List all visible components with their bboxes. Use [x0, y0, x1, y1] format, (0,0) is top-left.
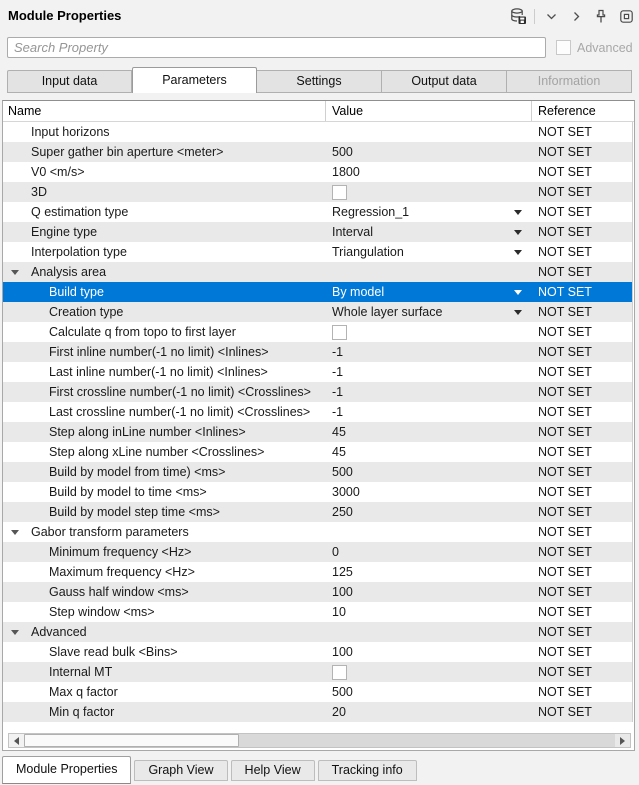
- scroll-right-arrow-icon: [620, 737, 625, 745]
- value-text: -1: [332, 385, 344, 399]
- value-dropdown-label: Whole layer surface: [332, 305, 443, 319]
- value-text: 100: [332, 585, 353, 599]
- titlebar-separator: [534, 9, 535, 24]
- row-reference-cell: NOT SET: [538, 625, 592, 639]
- value-text: 125: [332, 565, 353, 579]
- row-name-label: Q estimation type: [31, 205, 129, 219]
- row-name-cell: [3, 142, 325, 162]
- row-value-cell[interactable]: [325, 482, 531, 502]
- row-reference-cell: NOT SET: [538, 565, 592, 579]
- table-row-min-q-factor[interactable]: [3, 702, 632, 722]
- value-text: 1800: [332, 165, 360, 179]
- tab-parameters[interactable]: Parameters: [132, 67, 257, 93]
- table-row-q-estimation-type[interactable]: [3, 202, 632, 222]
- row-name-label: Last crossline number(-1 no limit) <Crosslines>: [49, 405, 311, 419]
- value-text: 20: [332, 705, 346, 719]
- bottom-tab-module-properties[interactable]: Module Properties: [2, 756, 131, 784]
- row-name-cell: [3, 302, 325, 322]
- row-reference-cell: NOT SET: [538, 305, 592, 319]
- table-row-maximum-frequency-hz[interactable]: [3, 562, 632, 582]
- value-text: 250: [332, 505, 353, 519]
- expand-collapse-icon[interactable]: [11, 530, 19, 535]
- row-name-label: V0 <m/s>: [31, 165, 85, 179]
- advanced-label: Advanced: [577, 40, 633, 55]
- value-text: -1: [332, 365, 344, 379]
- row-value-cell[interactable]: [325, 442, 531, 462]
- row-name-cell: [3, 322, 325, 342]
- row-name-label: Creation type: [49, 305, 124, 319]
- row-value-cell[interactable]: [325, 242, 531, 262]
- table-row-build-by-model-from-time-ms[interactable]: [3, 462, 632, 482]
- dropdown-arrow-icon[interactable]: [514, 310, 522, 315]
- row-reference-cell: NOT SET: [538, 145, 592, 159]
- row-name-cell: [3, 382, 325, 402]
- row-value-cell: [325, 262, 531, 282]
- table-row-step-window-ms[interactable]: [3, 602, 632, 622]
- row-name-label: Super gather bin aperture <meter>: [31, 145, 224, 159]
- row-name-cell: [3, 462, 325, 482]
- row-reference-cell: NOT SET: [538, 425, 592, 439]
- row-name-label: Gauss half window <ms>: [49, 585, 189, 599]
- table-row-input-horizons[interactable]: [3, 122, 632, 142]
- top-tab-strip: [7, 67, 632, 93]
- row-name-cell: [3, 582, 325, 602]
- property-table: [2, 100, 635, 751]
- expand-collapse-icon[interactable]: [11, 270, 19, 275]
- row-name-cell: [3, 442, 325, 462]
- dropdown-arrow-icon[interactable]: [514, 210, 522, 215]
- advanced-checkbox[interactable]: [556, 40, 571, 55]
- chevron-down-icon[interactable]: [542, 7, 560, 25]
- row-name-cell: [3, 682, 325, 702]
- row-name-cell: [3, 242, 325, 262]
- row-reference-cell: NOT SET: [538, 285, 592, 299]
- value-dropdown-label: Interval: [332, 225, 373, 239]
- row-name-cell: [3, 402, 325, 422]
- row-name-cell: [3, 702, 325, 722]
- value-text: 500: [332, 465, 353, 479]
- table-row-creation-type[interactable]: [3, 302, 632, 322]
- row-value-cell[interactable]: [325, 382, 531, 402]
- bottom-tab-graph-view[interactable]: Graph View: [134, 760, 227, 781]
- row-reference-cell: NOT SET: [538, 365, 592, 379]
- row-value-cell[interactable]: [325, 282, 531, 302]
- row-reference-cell: NOT SET: [538, 685, 592, 699]
- row-reference-cell: NOT SET: [538, 585, 592, 599]
- row-name-cell: [3, 162, 325, 182]
- row-value-cell[interactable]: [325, 362, 531, 382]
- table-row-slave-read-bulk-bins[interactable]: [3, 642, 632, 662]
- row-value-cell[interactable]: [325, 342, 531, 362]
- value-dropdown-label: Triangulation: [332, 245, 404, 259]
- row-name-label: Interpolation type: [31, 245, 127, 259]
- database-save-icon[interactable]: [509, 7, 527, 25]
- row-reference-cell: NOT SET: [538, 225, 592, 239]
- group-row-gabor-transform-parameters[interactable]: [3, 522, 632, 542]
- row-value-cell[interactable]: [325, 142, 531, 162]
- value-dropdown-label: Regression_1: [332, 205, 410, 219]
- row-name-cell: [3, 662, 325, 682]
- table-header-row: [3, 101, 634, 122]
- panel-titlebar: [0, 0, 639, 32]
- row-name-label: Maximum frequency <Hz>: [49, 565, 195, 579]
- horizontal-scrollbar[interactable]: [8, 733, 631, 748]
- row-name-label: Step along xLine number <Crosslines>: [49, 445, 265, 459]
- row-name-cell: [3, 282, 325, 302]
- row-value-cell[interactable]: [325, 582, 531, 602]
- row-name-label: Calculate q from topo to first layer: [49, 325, 236, 339]
- group-row-advanced[interactable]: [3, 622, 632, 642]
- group-row-analysis-area[interactable]: [3, 262, 632, 282]
- row-name-label: Build by model from time) <ms>: [49, 465, 226, 479]
- row-name-cell: [3, 602, 325, 622]
- float-window-icon[interactable]: [617, 7, 635, 25]
- table-row-last-inline-number-1-no-limit-inlines[interactable]: [3, 362, 632, 382]
- row-name-cell: [3, 422, 325, 442]
- row-reference-cell: NOT SET: [538, 485, 592, 499]
- scroll-left-button[interactable]: [9, 734, 24, 747]
- row-reference-cell: NOT SET: [538, 605, 592, 619]
- scroll-left-arrow-icon: [14, 737, 19, 745]
- table-row-calculate-q-from-topo-to-first-layer[interactable]: [3, 322, 632, 342]
- expand-right-icon[interactable]: [567, 7, 585, 25]
- table-row-step-along-inline-number-inlines[interactable]: [3, 422, 632, 442]
- bottom-tab-strip: [2, 756, 420, 784]
- bottom-tab-tracking-info[interactable]: Tracking info: [318, 760, 417, 781]
- row-name-label: Step along inLine number <Inlines>: [49, 425, 246, 439]
- row-reference-cell: NOT SET: [538, 205, 592, 219]
- row-reference-cell: NOT SET: [538, 705, 592, 719]
- search-input[interactable]: [7, 37, 546, 58]
- row-name-label: Build by model step time <ms>: [49, 505, 220, 519]
- table-row-gauss-half-window-ms[interactable]: [3, 582, 632, 602]
- table-row-3d[interactable]: [3, 182, 632, 202]
- row-name-cell: [3, 562, 325, 582]
- row-reference-cell: NOT SET: [538, 665, 592, 679]
- row-value-cell[interactable]: [325, 182, 531, 202]
- value-checkbox[interactable]: [332, 665, 347, 680]
- value-text: -1: [332, 405, 344, 419]
- table-row-last-crossline-number-1-no-limit-crosslines[interactable]: [3, 402, 632, 422]
- bottom-tab-help-view[interactable]: Help View: [231, 760, 315, 781]
- row-name-label: First crossline number(-1 no limit) <Crosslines>: [49, 385, 311, 399]
- row-name-label: Step window <ms>: [49, 605, 155, 619]
- row-name-label: Engine type: [31, 225, 98, 239]
- row-value-cell[interactable]: [325, 462, 531, 482]
- row-name-label: Build by model to time <ms>: [49, 485, 207, 499]
- row-reference-cell: NOT SET: [538, 325, 592, 339]
- row-name-label: Gabor transform parameters: [31, 525, 189, 539]
- row-name-cell: [3, 642, 325, 662]
- pin-icon[interactable]: [592, 7, 610, 25]
- table-row-v0-m-s[interactable]: [3, 162, 632, 182]
- tab-input-data[interactable]: Input data: [7, 70, 132, 93]
- row-reference-cell: NOT SET: [538, 505, 592, 519]
- row-reference-cell: NOT SET: [538, 265, 592, 279]
- row-name-label: Advanced: [31, 625, 87, 639]
- dropdown-arrow-icon[interactable]: [514, 250, 522, 255]
- row-reference-cell: NOT SET: [538, 125, 592, 139]
- row-reference-cell: NOT SET: [538, 525, 592, 539]
- value-text: 500: [332, 685, 353, 699]
- tab-output-data[interactable]: Output data: [382, 70, 507, 93]
- row-value-cell[interactable]: [325, 422, 531, 442]
- row-name-cell: [3, 362, 325, 382]
- column-header-reference[interactable]: Reference: [531, 101, 634, 121]
- value-checkbox[interactable]: [332, 325, 347, 340]
- row-reference-cell: NOT SET: [538, 545, 592, 559]
- column-header-name[interactable]: Name: [8, 104, 42, 118]
- column-header-value[interactable]: Value: [325, 101, 531, 121]
- value-text: 10: [332, 605, 346, 619]
- row-value-cell[interactable]: [325, 162, 531, 182]
- row-name-label: Input horizons: [31, 125, 110, 139]
- value-text: 500: [332, 145, 353, 159]
- advanced-checkbox-group[interactable]: [556, 40, 633, 55]
- panel-title: Module Properties: [8, 8, 122, 23]
- row-value-cell[interactable]: [325, 222, 531, 242]
- row-reference-cell: NOT SET: [538, 445, 592, 459]
- expand-collapse-icon[interactable]: [11, 630, 19, 635]
- value-text: 3000: [332, 485, 360, 499]
- table-row-max-q-factor[interactable]: [3, 682, 632, 702]
- row-value-cell: [325, 522, 531, 542]
- row-name-label: Build type: [49, 285, 104, 299]
- row-reference-cell: NOT SET: [538, 465, 592, 479]
- row-name-cell: [3, 202, 325, 222]
- row-name-cell: [3, 262, 325, 282]
- scrollbar-thumb[interactable]: [24, 734, 239, 747]
- scroll-right-button[interactable]: [615, 734, 630, 747]
- table-row-build-by-model-step-time-ms[interactable]: [3, 502, 632, 522]
- row-value-cell[interactable]: [325, 202, 531, 222]
- row-reference-cell: NOT SET: [538, 645, 592, 659]
- row-reference-cell: NOT SET: [538, 165, 592, 179]
- table-row-internal-mt[interactable]: [3, 662, 632, 682]
- row-name-cell: [3, 122, 325, 142]
- table-row-interpolation-type[interactable]: [3, 242, 632, 262]
- row-name-cell: [3, 342, 325, 362]
- row-reference-cell: NOT SET: [538, 405, 592, 419]
- value-checkbox[interactable]: [332, 185, 347, 200]
- row-name-label: Max q factor: [49, 685, 118, 699]
- row-value-cell[interactable]: [325, 702, 531, 722]
- row-value-cell[interactable]: [325, 402, 531, 422]
- row-name-label: Analysis area: [31, 265, 107, 279]
- table-row-super-gather-bin-aperture-meter[interactable]: [3, 142, 632, 162]
- table-row-step-along-xline-number-crosslines[interactable]: [3, 442, 632, 462]
- tab-settings[interactable]: Settings: [257, 70, 382, 93]
- row-name-cell: [3, 502, 325, 522]
- row-reference-cell: NOT SET: [538, 245, 592, 259]
- row-name-label: Last inline number(-1 no limit) <Inlines>: [49, 365, 268, 379]
- value-text: 0: [332, 545, 339, 559]
- table-row-minimum-frequency-hz[interactable]: [3, 542, 632, 562]
- row-name-label: Minimum frequency <Hz>: [49, 545, 192, 559]
- row-value-cell[interactable]: [325, 322, 531, 342]
- value-text: 45: [332, 425, 346, 439]
- row-value-cell[interactable]: [325, 602, 531, 622]
- row-reference-cell: NOT SET: [538, 345, 592, 359]
- row-value-cell[interactable]: [325, 562, 531, 582]
- value-dropdown-label: By model: [332, 285, 385, 299]
- table-body: [3, 122, 633, 722]
- row-name-label: Internal MT: [49, 665, 113, 679]
- row-name-label: First inline number(-1 no limit) <Inlines>: [49, 345, 269, 359]
- row-value-cell: [325, 122, 531, 142]
- value-text: 100: [332, 645, 353, 659]
- row-name-label: Slave read bulk <Bins>: [49, 645, 178, 659]
- row-name-cell: [3, 622, 325, 642]
- row-value-cell[interactable]: [325, 682, 531, 702]
- row-name-cell: [3, 482, 325, 502]
- table-row-build-by-model-to-time-ms[interactable]: [3, 482, 632, 502]
- row-name-label: Min q factor: [49, 705, 115, 719]
- value-text: 45: [332, 445, 346, 459]
- row-name-cell: [3, 222, 325, 242]
- row-name-label: 3D: [31, 185, 47, 199]
- table-row-engine-type[interactable]: [3, 222, 632, 242]
- row-value-cell[interactable]: [325, 542, 531, 562]
- row-reference-cell: NOT SET: [538, 385, 592, 399]
- row-reference-cell: NOT SET: [538, 185, 592, 199]
- dropdown-arrow-icon[interactable]: [514, 290, 522, 295]
- row-name-cell: [3, 182, 325, 202]
- table-row-first-inline-number-1-no-limit-inlines[interactable]: [3, 342, 632, 362]
- value-text: -1: [332, 345, 344, 359]
- table-row-build-type[interactable]: [3, 282, 632, 302]
- row-value-cell[interactable]: [325, 502, 531, 522]
- row-name-cell: [3, 522, 325, 542]
- row-value-cell[interactable]: [325, 662, 531, 682]
- dropdown-arrow-icon[interactable]: [514, 230, 522, 235]
- row-name-cell: [3, 542, 325, 562]
- titlebar-icon-group: [509, 7, 635, 25]
- row-value-cell[interactable]: [325, 302, 531, 322]
- row-value-cell: [325, 622, 531, 642]
- row-value-cell[interactable]: [325, 642, 531, 662]
- tab-information[interactable]: Information: [507, 70, 632, 93]
- table-row-first-crossline-number-1-no-limit-crosslines[interactable]: [3, 382, 632, 402]
